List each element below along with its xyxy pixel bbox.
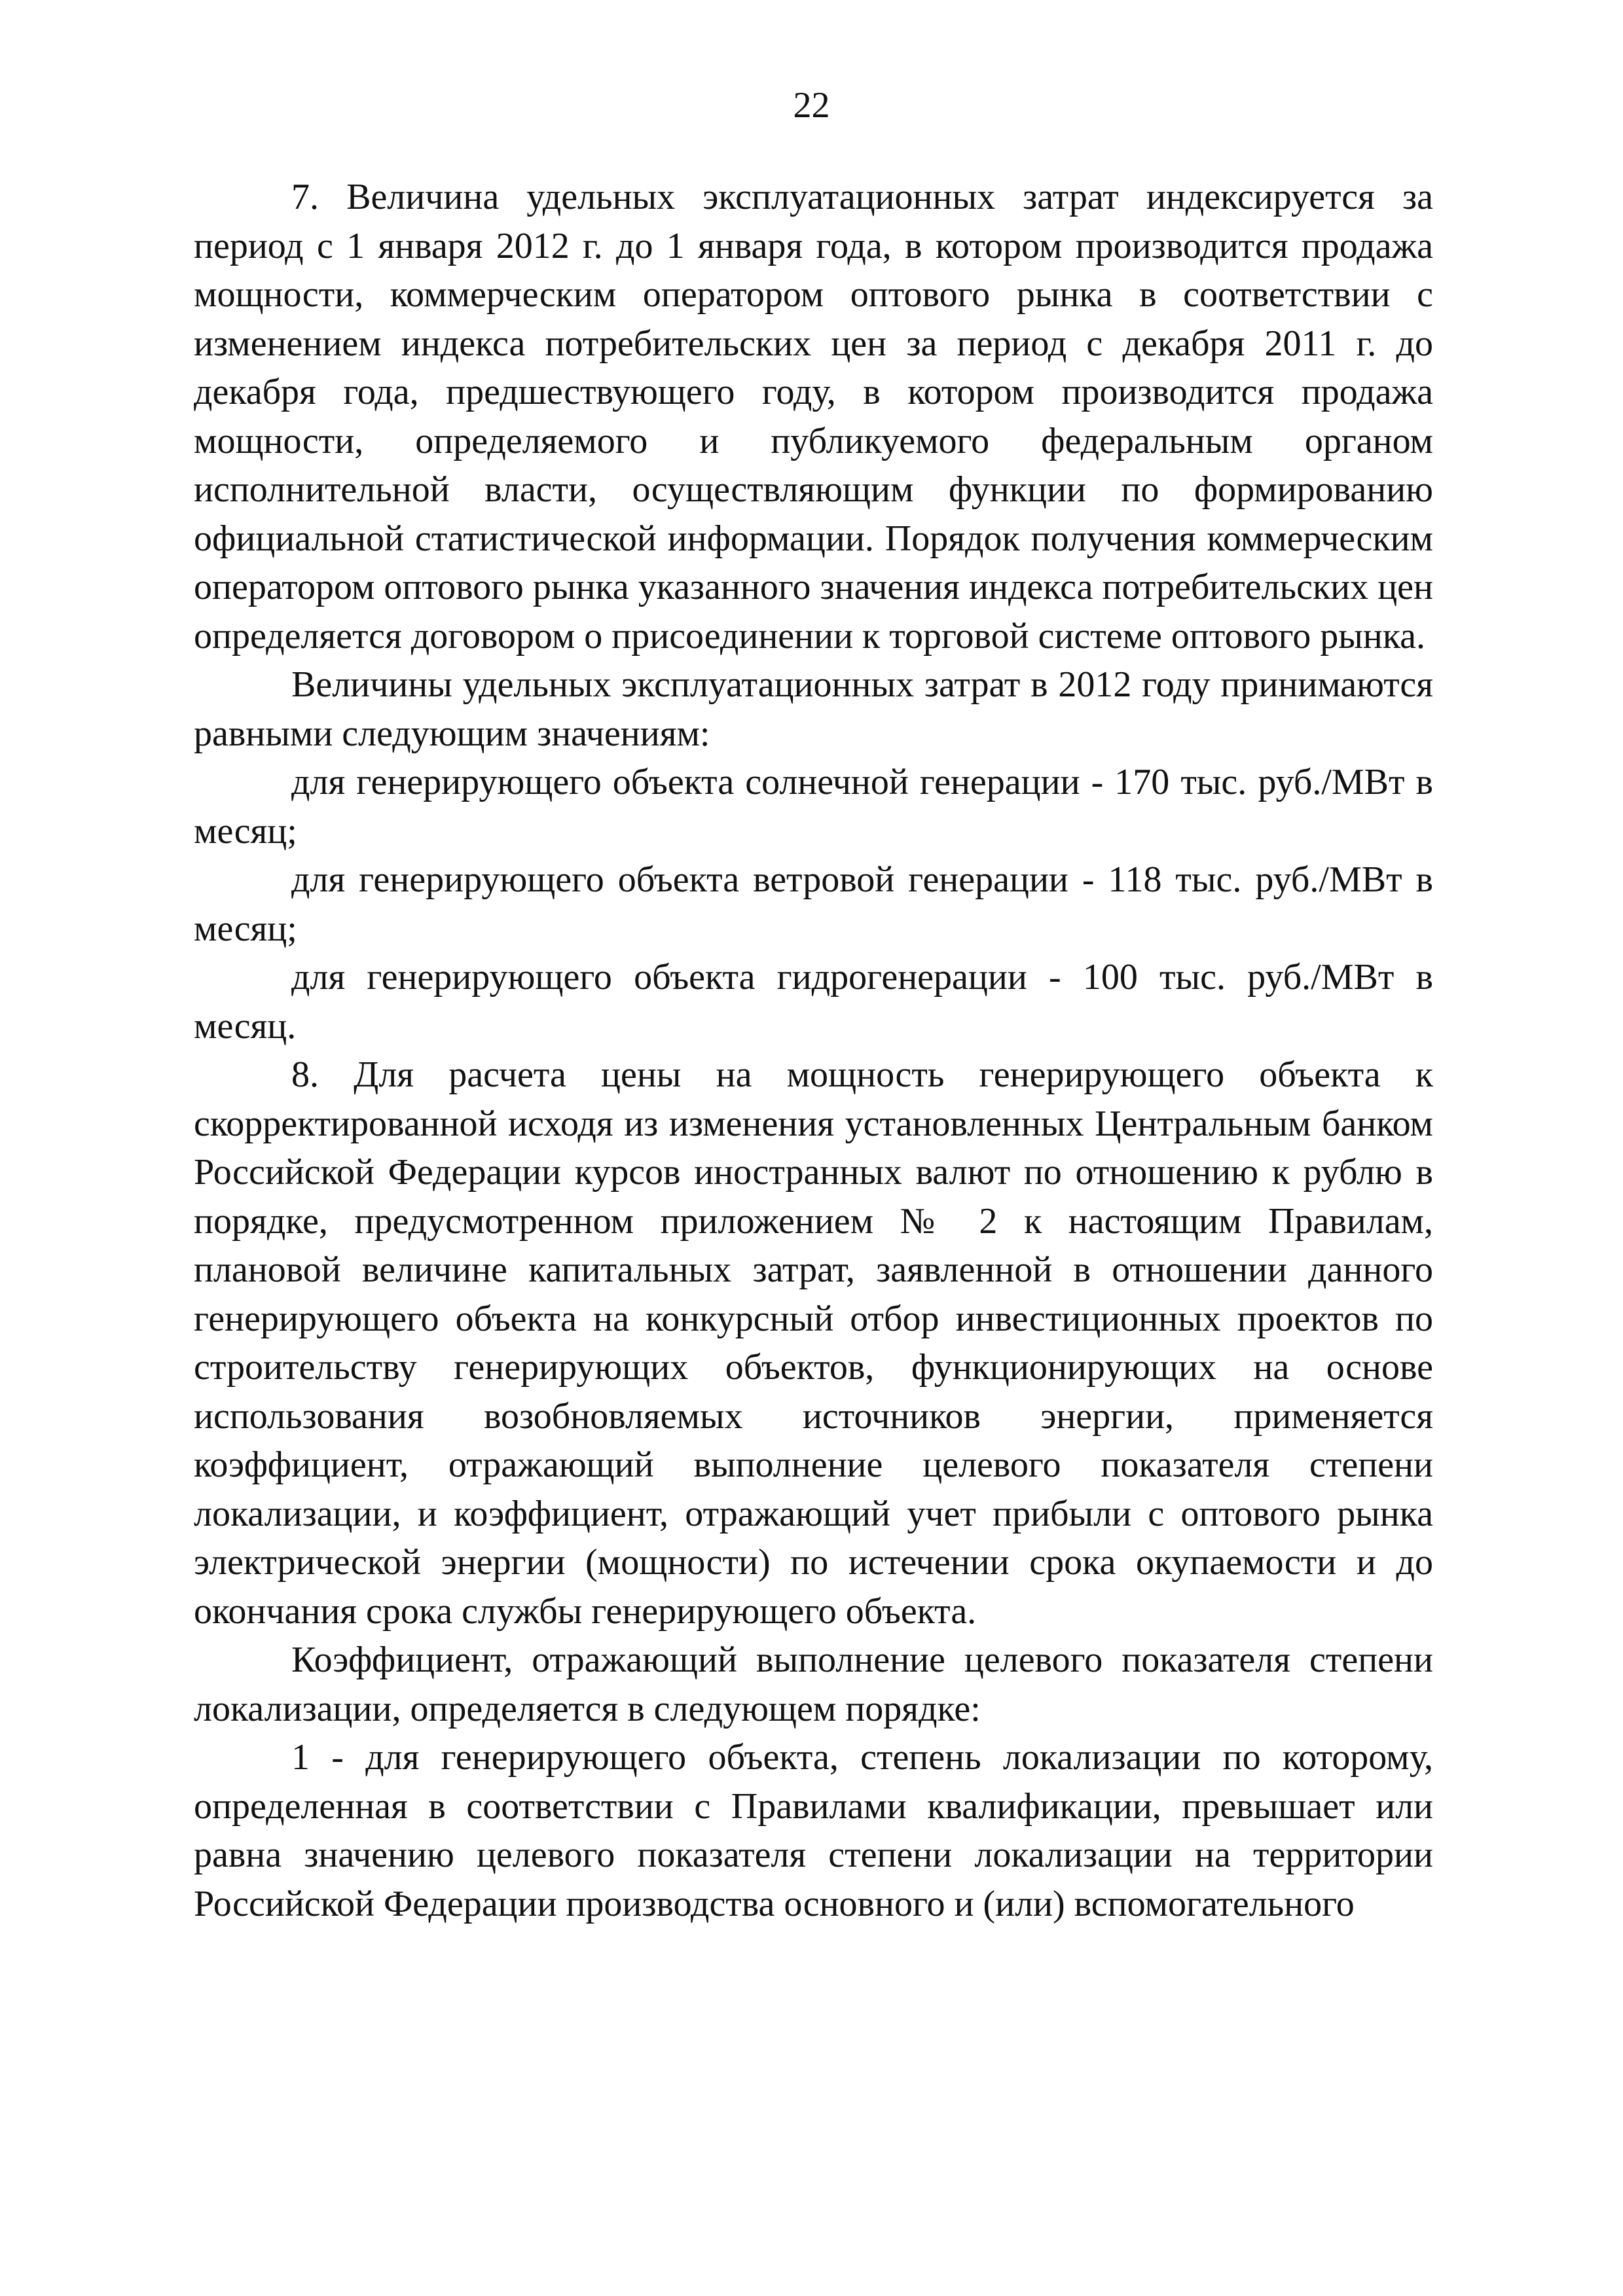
paragraph-8-capacity-price: 8. Для расчета цены на мощность генерирующего объекта к скорректированной исходя из изменения установленных Центральным банком Российской Федерации курсов иностранных валют по отношению к рублю в порядке, предусмотренном приложением № 2 к настоящим Правилам, плановой величине капитальных затрат, заявленной в отношении данного генерирующего объекта на конкурсный отбор инвестиционных проектов по строительству генерирующих объектов, функционирующих на основе использования возобновляемых источников энергии, применяется коэффициент, отражающий выполнение целевого показателя степени локализации, и коэффициент, отражающий учет прибыли с оптового рынка электрической энергии (мощности) по истечении срока окупаемости и до окончания срока службы генерирующего объекта.: [194, 1054, 1433, 1632]
paragraph-7-opex-indexation: 7. Величина удельных эксплуатационных затрат индексируется за период с 1 января 2012 г. до 1 января года, в котором производится продажа мощности, коммерческим оператором оптового рынка в соответствии с изменением индекса потребительских цен за период с декабря 2011 г. до декабря года, предшествующего году, в котором производится продажа мощности, определяемого и публикуемого федеральным органом исполнительной власти, осуществляющим функции по формированию официальной статистической информации. Порядок получения коммерческим оператором оптового рынка указанного значения индекса потребительских цен определяется договором о присоединении к торговой системе оптового рынка.: [194, 177, 1433, 656]
paragraph-wind-opex: для генерирующего объекта ветровой генерации - 118 тыс. руб./МВт в месяц;: [194, 859, 1433, 949]
paragraph-opex-values-2012: Величины удельных эксплуатационных затрат в 2012 году принимаются равными следующим значениям:: [194, 664, 1433, 754]
page-number: 22: [793, 85, 830, 126]
paragraph-solar-opex: для генерирующего объекта солнечной генерации - 170 тыс. руб./МВт в месяц;: [194, 762, 1433, 852]
paragraph-coefficient-value-1: 1 - для генерирующего объекта, степень локализации по которому, определенная в соответствии с Правилами квалификации, превышает или равна значению целевого показателя степени локализации на территории Российской Федерации производства основного и (или) вспомогательного: [194, 1737, 1433, 1924]
document-body: [194, 173, 1433, 1928]
paragraph-localization-coefficient: Коэффициент, отражающий выполнение целевого показателя степени локализации, определяется в следующем порядке:: [194, 1640, 1433, 1729]
paragraph-hydro-opex: для генерирующего объекта гидрогенерации - 100 тыс. руб./МВт в месяц.: [194, 957, 1433, 1047]
